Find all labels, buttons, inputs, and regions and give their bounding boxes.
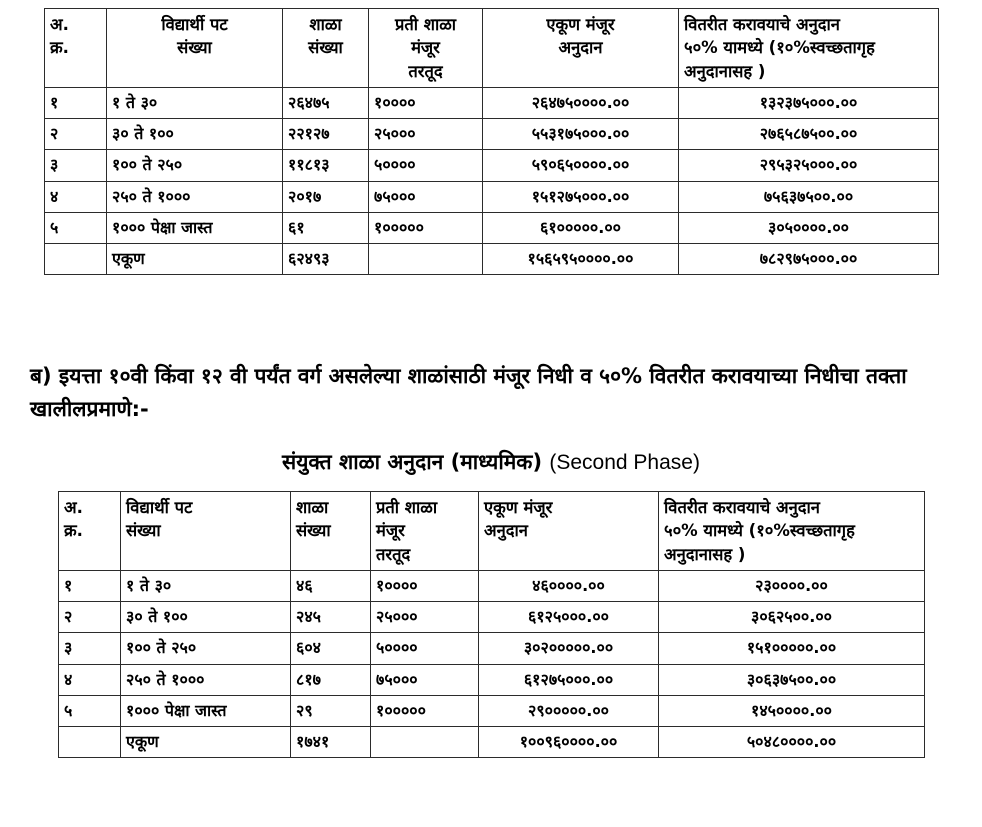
cell-total-sanctioned: ५९०६५००००.०० — [483, 150, 679, 181]
table-total-row — [59, 726, 925, 757]
cell-student-range: १०० ते २५० — [107, 150, 283, 181]
cell-sr: ५ — [45, 212, 107, 243]
header-line: शाळा — [296, 498, 329, 517]
header-line: संख्या — [308, 38, 343, 58]
header-line: एकूण मंजूर — [484, 498, 553, 517]
cell-total-sanctioned: १५१२७५०००.०० — [483, 181, 679, 212]
cell-student-range: १ ते ३० — [121, 571, 291, 602]
cell-per-school-provision — [369, 243, 483, 274]
cell-to-distribute: २७६५८७५००.०० — [679, 119, 939, 150]
table-row — [45, 212, 939, 243]
header-line: संख्या — [126, 521, 161, 541]
cell-school-count: ६१ — [283, 212, 369, 243]
cell-to-distribute: ३०५००००.०० — [679, 212, 939, 243]
cell-to-distribute: २३००००.०० — [659, 571, 925, 602]
header-line: तरतूद — [376, 544, 411, 564]
cell-to-distribute: १४५००००.०० — [659, 695, 925, 726]
header-line: अ. — [50, 15, 69, 34]
cell-school-count: ६०४ — [291, 633, 371, 664]
cell-per-school-provision: ५०००० — [369, 150, 483, 181]
header-line: शाळा — [309, 15, 342, 34]
header-line: अनुदान — [484, 521, 528, 541]
cell-sr: ५ — [59, 695, 121, 726]
cell-school-count: २०१७ — [283, 181, 369, 212]
primary-school-grant-table — [44, 8, 939, 275]
table1-body — [45, 88, 939, 274]
section-title-marathi: संयुक्त शाळा अनुदान (माध्यमिक) — [282, 450, 543, 474]
cell-total-label: एकूण — [107, 243, 283, 274]
header-line: ५०% यामध्ये (१०%स्वच्छतागृह — [664, 521, 855, 541]
table2-body — [59, 571, 925, 757]
header-line: संख्या — [296, 521, 331, 541]
cell-to-distribute: ७५६३७५००.०० — [679, 181, 939, 212]
table2-col-header-student-count — [121, 492, 291, 571]
cropped-top-edge — [0, 0, 982, 4]
cell-student-range: २५० ते १००० — [107, 181, 283, 212]
cell-per-school-provision: १००००० — [369, 212, 483, 243]
header-line: संख्या — [177, 38, 212, 58]
table1-col-header-per-school-provision — [369, 9, 483, 88]
cell-school-count: ११८१३ — [283, 150, 369, 181]
table-row — [45, 88, 939, 119]
cell-sr: ३ — [45, 150, 107, 181]
cell-to-distribute-total: ५०४८००००.०० — [659, 726, 925, 757]
table2-col-header-sr — [59, 492, 121, 571]
cell-school-count: ४६ — [291, 571, 371, 602]
secondary-school-grant-table-container — [58, 491, 924, 758]
table1-col-header-grant-to-distribute — [679, 9, 939, 88]
table-total-row — [45, 243, 939, 274]
table-row — [59, 571, 925, 602]
table2-col-header-total-sanctioned-grant — [479, 492, 659, 571]
cell-to-distribute-total: ७८२९७५०००.०० — [679, 243, 939, 274]
cell-student-range: १००० पेक्षा जास्त — [121, 695, 291, 726]
secondary-section-intro-paragraph: ब) इयत्ता १०वी किंवा १२ वी पर्यंत वर्ग असलेल्या शाळांसाठी मंजूर निधी व ५०% वितरीत करावयाच्या निधीचा तक्ता खालीलप्रमाणे:- — [30, 364, 907, 421]
table1-col-header-student-count — [107, 9, 283, 88]
table-row — [45, 119, 939, 150]
table2-col-header-per-school-provision — [371, 492, 479, 571]
table2-col-header-school-count — [291, 492, 371, 571]
secondary-school-grant-table — [58, 491, 925, 758]
table2-col-header-grant-to-distribute — [659, 492, 925, 571]
cell-to-distribute: १५१०००००.०० — [659, 633, 925, 664]
cell-per-school-provision: १००००० — [371, 695, 479, 726]
cell-to-distribute: २९५३२५०००.०० — [679, 150, 939, 181]
header-line: क्र. — [64, 521, 83, 541]
header-line: विद्यार्थी पट — [126, 498, 193, 517]
cell-sr: ४ — [45, 181, 107, 212]
table-row — [59, 664, 925, 695]
cell-per-school-provision: २५००० — [369, 119, 483, 150]
cell-student-range: १०० ते २५० — [121, 633, 291, 664]
cell-sr — [45, 243, 107, 274]
cell-total-sanctioned: ६१२५०००.०० — [479, 602, 659, 633]
cell-sr: २ — [59, 602, 121, 633]
table1-col-header-school-count — [283, 9, 369, 88]
cell-total-sanctioned: ५५३१७५०००.०० — [483, 119, 679, 150]
header-line: ५०% यामध्ये (१०%स्वच्छतागृह — [684, 38, 875, 58]
cell-per-school-provision: ७५००० — [371, 664, 479, 695]
table1-col-header-total-sanctioned-grant — [483, 9, 679, 88]
table2-header-row-group — [59, 492, 925, 571]
header-line: क्र. — [50, 38, 69, 58]
cell-student-range: १००० पेक्षा जास्त — [107, 212, 283, 243]
cell-school-count-total: १७४१ — [291, 726, 371, 757]
cell-total-sanctioned: ४६००००.०० — [479, 571, 659, 602]
cell-total-sanctioned: ६१०००००.०० — [483, 212, 679, 243]
cell-per-school-provision: २५००० — [371, 602, 479, 633]
cell-total-label: एकूण — [121, 726, 291, 757]
table2-header-row — [59, 492, 925, 571]
header-line: वितरीत करावयाचे अनुदान — [664, 498, 820, 517]
cell-total-sanctioned: २९०००००.०० — [479, 695, 659, 726]
header-line: वितरीत करावयाचे अनुदान — [684, 15, 840, 34]
table-row — [59, 695, 925, 726]
cell-sr: २ — [45, 119, 107, 150]
cell-to-distribute: ३०६३७५००.०० — [659, 664, 925, 695]
cell-total-sanctioned-total: १००९६००००.०० — [479, 726, 659, 757]
header-line: अनुदान — [558, 38, 603, 58]
cell-per-school-provision: ५०००० — [371, 633, 479, 664]
table-row — [45, 181, 939, 212]
cell-school-count: २४५ — [291, 602, 371, 633]
header-line: अनुदानासह ) — [684, 61, 766, 81]
cell-sr — [59, 726, 121, 757]
cell-sr: १ — [45, 88, 107, 119]
cell-sr: ३ — [59, 633, 121, 664]
section-title-english: (Second Phase) — [549, 451, 700, 474]
table-row — [45, 150, 939, 181]
header-line: प्रती शाळा — [376, 498, 438, 517]
header-line: एकूण मंजूर — [546, 15, 615, 34]
cell-sr: १ — [59, 571, 121, 602]
cell-per-school-provision: १०००० — [369, 88, 483, 119]
header-line: अनुदानासह ) — [664, 544, 746, 564]
section-title — [0, 448, 982, 476]
cell-to-distribute: १३२३७५०००.०० — [679, 88, 939, 119]
header-line: तरतूद — [408, 61, 443, 81]
cell-student-range: १ ते ३० — [107, 88, 283, 119]
header-line: अ. — [64, 498, 83, 517]
cell-student-range: ३० ते १०० — [107, 119, 283, 150]
primary-school-grant-table-container — [44, 8, 938, 275]
cell-school-count: २९ — [291, 695, 371, 726]
cell-school-count: ८१७ — [291, 664, 371, 695]
cell-total-sanctioned-total: १५६५९५००००.०० — [483, 243, 679, 274]
cell-per-school-provision: ७५००० — [369, 181, 483, 212]
cell-total-sanctioned: ६१२७५०००.०० — [479, 664, 659, 695]
cell-total-sanctioned: ३०२०००००.०० — [479, 633, 659, 664]
header-line: मंजूर — [411, 38, 440, 58]
cell-school-count: २२१२७ — [283, 119, 369, 150]
cell-school-count: २६४७५ — [283, 88, 369, 119]
cell-per-school-provision — [371, 726, 479, 757]
table1-col-header-sr — [45, 9, 107, 88]
table1-header-row-group — [45, 9, 939, 88]
table-row — [59, 602, 925, 633]
cell-total-sanctioned: २६४७५००००.०० — [483, 88, 679, 119]
table1-header-row — [45, 9, 939, 88]
cell-student-range: २५० ते १००० — [121, 664, 291, 695]
cell-sr: ४ — [59, 664, 121, 695]
header-line: विद्यार्थी पट — [161, 15, 228, 34]
header-line: प्रती शाळा — [394, 15, 457, 34]
cell-to-distribute: ३०६२५००.०० — [659, 602, 925, 633]
table-row — [59, 633, 925, 664]
cell-per-school-provision: १०००० — [371, 571, 479, 602]
header-line: मंजूर — [376, 521, 405, 541]
cell-school-count-total: ६२४९३ — [283, 243, 369, 274]
cell-student-range: ३० ते १०० — [121, 602, 291, 633]
